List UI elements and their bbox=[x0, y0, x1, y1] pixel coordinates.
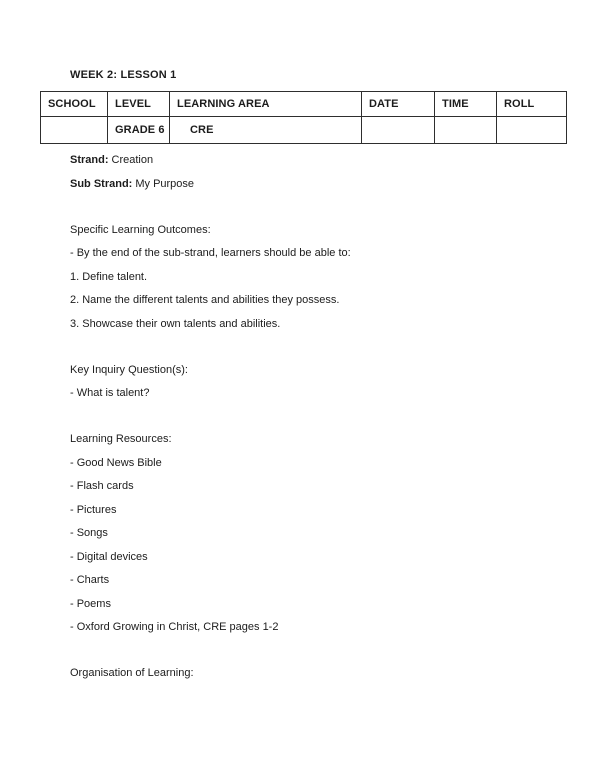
resource-item: - Pictures bbox=[70, 503, 117, 516]
resource-item: - Flash cards bbox=[70, 480, 134, 492]
table-header-roll: ROLL bbox=[497, 92, 567, 117]
resource-item: - Digital devices bbox=[70, 550, 148, 563]
strand-label: Strand: bbox=[70, 154, 109, 166]
outcome-item: 2. Name the different talents and abilities they possess. bbox=[70, 294, 340, 306]
cell-school bbox=[41, 117, 108, 144]
strand-line bbox=[70, 155, 567, 166]
resources-heading: Learning Resources: bbox=[70, 433, 172, 445]
cell-roll bbox=[497, 117, 567, 144]
cell-time bbox=[435, 117, 497, 144]
resource-item: - Oxford Growing in Christ, CRE pages 1-2 bbox=[70, 621, 279, 633]
outcome-item: 1. Define talent. bbox=[70, 270, 148, 283]
outcomes-heading: Specific Learning Outcomes: bbox=[70, 223, 211, 236]
table-header-level: LEVEL bbox=[108, 92, 170, 117]
resource-item: - Songs bbox=[70, 527, 108, 539]
outcomes-intro: - By the end of the sub-strand, learners should be able to: bbox=[70, 247, 351, 259]
cell-date bbox=[362, 117, 435, 144]
strand-value: Creation bbox=[111, 154, 154, 166]
outcome-item: 3. Showcase their own talents and abilities. bbox=[70, 317, 281, 330]
cell-learning-area: CRE bbox=[170, 117, 362, 144]
cell-level: GRADE 6 bbox=[108, 117, 170, 144]
key-inquiry-item: - What is talent? bbox=[70, 387, 150, 399]
table-data-row bbox=[41, 117, 567, 144]
lesson-title: WEEK 2: LESSON 1 bbox=[70, 69, 177, 81]
organisation-heading: Organisation of Learning: bbox=[70, 667, 194, 679]
table-header-learning-area: LEARNING AREA bbox=[170, 92, 362, 117]
table-header-row bbox=[41, 92, 567, 117]
resource-item: - Poems bbox=[70, 597, 111, 610]
table-header-time: TIME bbox=[435, 92, 497, 117]
sub-strand-line bbox=[70, 179, 567, 190]
resource-item: - Charts bbox=[70, 574, 110, 586]
resource-item: - Good News Bible bbox=[70, 456, 162, 469]
lesson-info-table bbox=[40, 91, 567, 144]
table-header-school: SCHOOL bbox=[41, 92, 108, 117]
table-header-date: DATE bbox=[362, 92, 435, 117]
sub-strand-label: Sub Strand: bbox=[70, 177, 133, 190]
sub-strand-value: My Purpose bbox=[135, 177, 195, 190]
key-inquiry-heading: Key Inquiry Question(s): bbox=[70, 363, 188, 376]
